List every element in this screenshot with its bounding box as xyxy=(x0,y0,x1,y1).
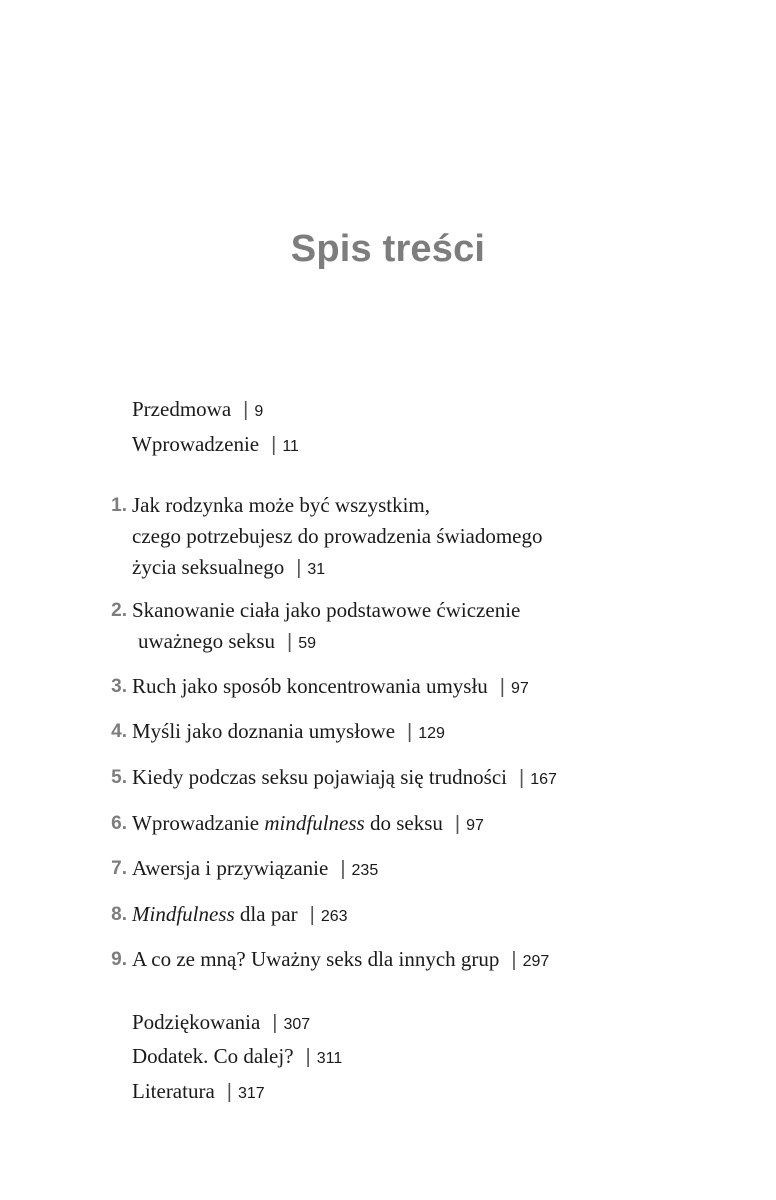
entry-label-line: Jak rodzynka może być wszystkim, xyxy=(132,493,431,517)
entry-label-line: Ruch jako sposób koncentrowania umysłu xyxy=(132,674,488,698)
toc-entry-chapter-4[interactable] xyxy=(111,716,445,749)
entry-label: Przedmowa xyxy=(132,397,232,421)
toc-entry-chapter-1[interactable] xyxy=(111,490,543,585)
chapter-number: 5. xyxy=(111,767,127,788)
entry-label: Literatura xyxy=(132,1079,215,1103)
toc-entry-chapter-8[interactable] xyxy=(111,899,348,932)
separator: | xyxy=(340,858,346,880)
entry-label: Wprowadzenie xyxy=(132,432,260,456)
toc-entry-dodatek[interactable] xyxy=(132,1041,342,1074)
page-number: 297 xyxy=(522,953,550,970)
entry-label-line: życia seksualnego xyxy=(132,555,285,579)
separator: | xyxy=(271,434,277,456)
separator: | xyxy=(454,813,461,835)
entry-label-line: uważnego seksu xyxy=(138,629,276,653)
page-number: 307 xyxy=(283,1016,311,1033)
separator: | xyxy=(226,1081,232,1103)
page-number: 9 xyxy=(254,403,264,420)
entry-label-post: dla par xyxy=(234,902,298,926)
chapter-number: 6. xyxy=(111,813,127,834)
entry-label-post: do seksu xyxy=(364,811,443,835)
toc-entry-chapter-5[interactable] xyxy=(111,762,557,795)
chapter-number: 2. xyxy=(111,600,127,621)
page-number: 97 xyxy=(510,680,529,697)
entry-label: Dodatek. Co dalej? xyxy=(132,1044,294,1068)
page-number: 97 xyxy=(466,817,484,834)
entry-label: Podziękowania xyxy=(132,1010,261,1034)
entry-label-italic: Mindfulness xyxy=(132,902,235,926)
toc-entry-chapter-9[interactable] xyxy=(111,944,550,977)
separator: | xyxy=(305,1046,311,1068)
entry-label-pre: Wprowadzanie xyxy=(132,811,265,835)
toc-entry-chapter-7[interactable] xyxy=(111,853,379,886)
page-number: 129 xyxy=(418,725,445,742)
page-number: 317 xyxy=(237,1085,265,1102)
page-number: 167 xyxy=(530,771,557,788)
entry-label-line: Kiedy podczas seksu pojawiają się trudności xyxy=(132,765,507,789)
separator: | xyxy=(287,631,293,653)
toc-entry-chapter-3[interactable] xyxy=(111,671,529,704)
page-number: 31 xyxy=(307,561,326,578)
toc-entry-chapter-2[interactable] xyxy=(111,595,521,659)
page-title: Spis treści xyxy=(290,228,486,270)
toc-entry-przedmowa[interactable] xyxy=(132,394,263,427)
entry-label-line: Awersja i przywiązanie xyxy=(132,856,329,880)
chapter-number: 8. xyxy=(111,904,127,925)
page-number: 11 xyxy=(282,438,299,455)
entry-label-line: Skanowanie ciała jako podstawowe ćwiczenie xyxy=(132,598,521,622)
page-number: 235 xyxy=(351,862,379,879)
separator: | xyxy=(499,676,505,698)
toc-entry-literatura[interactable] xyxy=(132,1076,265,1109)
entry-label-line: czego potrzebujesz do prowadzenia świadomego xyxy=(132,524,543,548)
page-number: 263 xyxy=(320,908,348,925)
page-number: 311 xyxy=(316,1050,343,1067)
entry-label-line: Myśli jako doznania umysłowe xyxy=(132,719,396,743)
separator: | xyxy=(511,949,517,971)
chapter-number: 1. xyxy=(111,495,127,516)
toc-entry-wprowadzenie[interactable] xyxy=(132,429,299,462)
chapter-number: 7. xyxy=(111,858,127,879)
entry-label-line: A co ze mną? Uważny seks dla innych grup xyxy=(132,947,500,971)
page-number: 59 xyxy=(298,635,317,652)
separator: | xyxy=(296,557,302,579)
separator: | xyxy=(272,1012,278,1034)
chapter-number: 3. xyxy=(111,676,127,697)
chapter-number: 4. xyxy=(111,721,127,742)
toc-entry-podziekowania[interactable] xyxy=(132,1007,310,1040)
separator: | xyxy=(243,399,249,421)
entry-label-italic: mindfulness xyxy=(264,811,365,835)
separator: | xyxy=(309,904,315,926)
chapter-number: 9. xyxy=(111,949,127,970)
separator: | xyxy=(519,767,525,789)
toc-entry-chapter-6[interactable] xyxy=(111,808,484,841)
separator: | xyxy=(407,721,413,743)
